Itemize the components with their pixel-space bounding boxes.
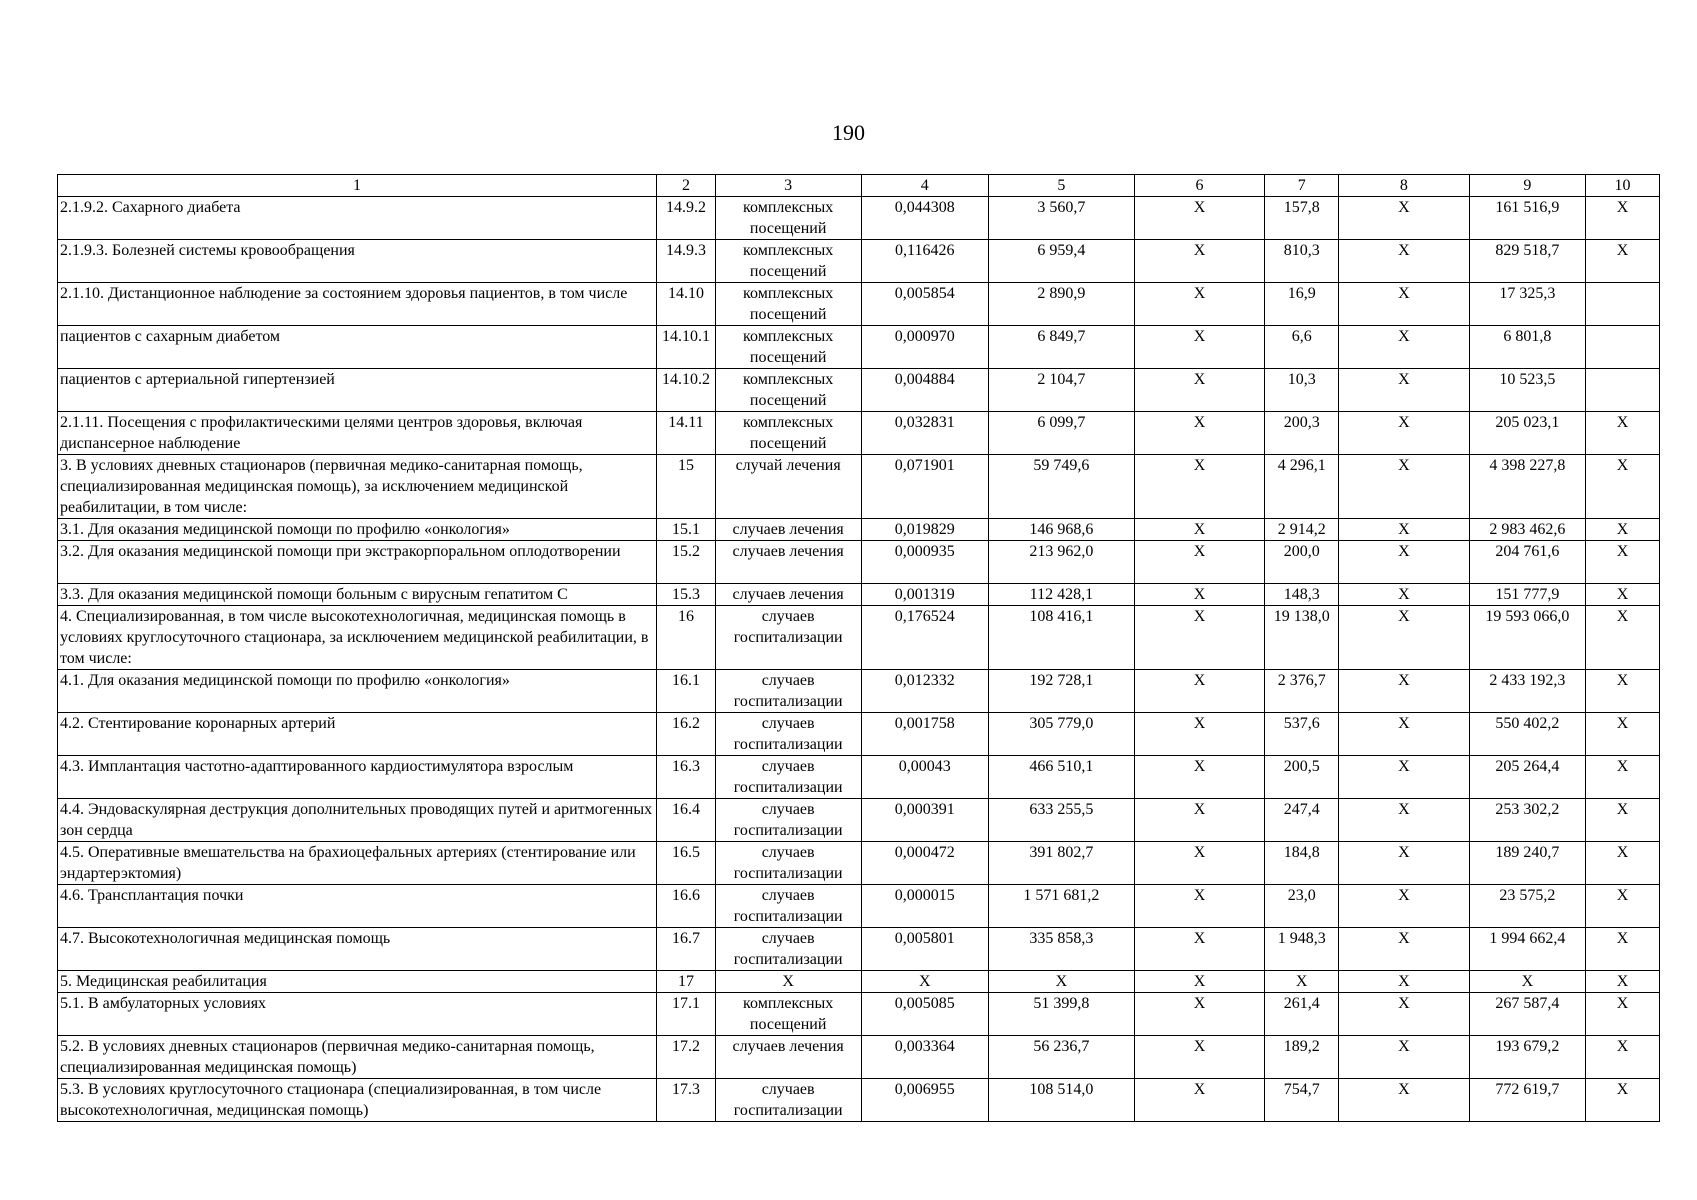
cell-value: Х <box>1586 928 1660 971</box>
cell-value: 0,000472 <box>861 842 989 885</box>
cell-unit: случаев лечения <box>715 519 861 541</box>
table-row <box>58 326 1660 369</box>
cell-unit: случаев госпитализации <box>715 670 861 713</box>
column-header: 9 <box>1469 175 1585 197</box>
column-header: 10 <box>1586 175 1660 197</box>
cell-value: 204 761,6 <box>1469 541 1585 584</box>
cell-value: Х <box>1134 756 1265 799</box>
cell-unit: случаев лечения <box>715 541 861 584</box>
cell-value: 16,9 <box>1265 283 1339 326</box>
cell-value: Х <box>1586 842 1660 885</box>
row-label: 5.2. В условиях дневных стационаров (первичная медико-санитарная помощь, специализированная медицинская помощь) <box>58 1036 657 1079</box>
row-label: 4.1. Для оказания медицинской помощи по профилю «онкология» <box>58 670 657 713</box>
cell-value: Х <box>1339 412 1470 455</box>
cell-code: 16.2 <box>657 713 716 756</box>
cell-unit: случаев госпитализации <box>715 799 861 842</box>
row-label: 3. В условиях дневных стационаров (первичная медико-санитарная помощь, специализированная медицинская помощь), за исключением медицинской реабилитации, в том числе: <box>58 455 657 519</box>
cell-value: 2 890,9 <box>989 283 1135 326</box>
table-row <box>58 197 1660 240</box>
cell-value: 247,4 <box>1265 799 1339 842</box>
table-row <box>58 455 1660 519</box>
cell-value: Х <box>1339 197 1470 240</box>
cell-value: 200,0 <box>1265 541 1339 584</box>
cell-value: 0,001758 <box>861 713 989 756</box>
cell-value: Х <box>1134 928 1265 971</box>
cell-value: 0,116426 <box>861 240 989 283</box>
cell-value: 633 255,5 <box>989 799 1135 842</box>
cell-value: Х <box>1339 541 1470 584</box>
cell-code: 14.10.1 <box>657 326 716 369</box>
cell-value: Х <box>1339 326 1470 369</box>
cell-code: 14.11 <box>657 412 716 455</box>
cell-value: 0,005801 <box>861 928 989 971</box>
cell-value: Х <box>1339 606 1470 670</box>
cell-code: 14.9.3 <box>657 240 716 283</box>
cell-value: Х <box>1339 369 1470 412</box>
cell-value: 2 983 462,6 <box>1469 519 1585 541</box>
cell-unit: случаев госпитализации <box>715 606 861 670</box>
cell-value: Х <box>1339 584 1470 606</box>
row-label: 3.1. Для оказания медицинской помощи по профилю «онкология» <box>58 519 657 541</box>
cell-value <box>1586 283 1660 326</box>
cell-value: 537,6 <box>1265 713 1339 756</box>
cell-value: 335 858,3 <box>989 928 1135 971</box>
table-row <box>58 756 1660 799</box>
cell-value: Х <box>1586 197 1660 240</box>
cell-value: 157,8 <box>1265 197 1339 240</box>
cell-value: 0,00043 <box>861 756 989 799</box>
table-row <box>58 670 1660 713</box>
cell-value: 112 428,1 <box>989 584 1135 606</box>
cell-value: 151 777,9 <box>1469 584 1585 606</box>
cell-value: 23 575,2 <box>1469 885 1585 928</box>
cell-code: 17 <box>657 971 716 993</box>
cell-value: 0,005854 <box>861 283 989 326</box>
cell-value: Х <box>1134 971 1265 993</box>
table-row <box>58 1036 1660 1079</box>
cell-unit: случаев госпитализации <box>715 928 861 971</box>
cell-value: 0,071901 <box>861 455 989 519</box>
cell-value: 6 099,7 <box>989 412 1135 455</box>
row-label: 4.2. Стентирование коронарных артерий <box>58 713 657 756</box>
cell-unit: случаев лечения <box>715 584 861 606</box>
cell-value: Х <box>1134 412 1265 455</box>
cell-value: 189 240,7 <box>1469 842 1585 885</box>
cell-value: 0,006955 <box>861 1079 989 1122</box>
cell-value: Х <box>1586 412 1660 455</box>
cell-value: Х <box>1339 713 1470 756</box>
cell-value: Х <box>1339 842 1470 885</box>
cell-code: 17.3 <box>657 1079 716 1122</box>
column-header: 1 <box>58 175 657 197</box>
cell-value: Х <box>1586 885 1660 928</box>
cell-value: Х <box>1339 519 1470 541</box>
cell-value: 754,7 <box>1265 1079 1339 1122</box>
cell-unit: случаев госпитализации <box>715 756 861 799</box>
table-row <box>58 713 1660 756</box>
cell-code: 16.3 <box>657 756 716 799</box>
cell-value: Х <box>1586 240 1660 283</box>
row-label: 5. Медицинская реабилитация <box>58 971 657 993</box>
cell-value: 253 302,2 <box>1469 799 1585 842</box>
cell-value: 0,012332 <box>861 670 989 713</box>
cell-value: Х <box>1339 670 1470 713</box>
column-header: 4 <box>861 175 989 197</box>
row-label: 3.2. Для оказания медицинской помощи при экстракорпоральном оплодотворении <box>58 541 657 584</box>
cell-value: 0,176524 <box>861 606 989 670</box>
table-row <box>58 412 1660 455</box>
cell-code: 16 <box>657 606 716 670</box>
column-header: 5 <box>989 175 1135 197</box>
cell-value: 0,003364 <box>861 1036 989 1079</box>
cell-value: 19 593 066,0 <box>1469 606 1585 670</box>
cell-unit: случай лечения <box>715 455 861 519</box>
cell-unit: комплексных посещений <box>715 197 861 240</box>
cell-value: Х <box>989 971 1135 993</box>
table-row <box>58 885 1660 928</box>
cell-value: Х <box>1586 799 1660 842</box>
cell-code: 16.6 <box>657 885 716 928</box>
cell-value: Х <box>1586 584 1660 606</box>
table-row <box>58 842 1660 885</box>
row-label: 4.7. Высокотехнологичная медицинская помощь <box>58 928 657 971</box>
cell-value: Х <box>1339 885 1470 928</box>
cell-code: 16.7 <box>657 928 716 971</box>
cell-value: 810,3 <box>1265 240 1339 283</box>
cell-value: 0,004884 <box>861 369 989 412</box>
cell-value: 193 679,2 <box>1469 1036 1585 1079</box>
cell-value: 772 619,7 <box>1469 1079 1585 1122</box>
cell-value: Х <box>1586 713 1660 756</box>
cell-code: 15.3 <box>657 584 716 606</box>
cell-value: Х <box>1339 1036 1470 1079</box>
table-row <box>58 541 1660 584</box>
cell-value: 200,3 <box>1265 412 1339 455</box>
cell-value: Х <box>1265 971 1339 993</box>
cell-value: Х <box>1339 455 1470 519</box>
page-number: 190 <box>832 120 865 145</box>
cell-value: Х <box>1134 455 1265 519</box>
cell-value: 213 962,0 <box>989 541 1135 584</box>
cell-value: Х <box>1134 1036 1265 1079</box>
cell-value: 192 728,1 <box>989 670 1135 713</box>
column-header: 6 <box>1134 175 1265 197</box>
row-label: 2.1.11. Посещения с профилактическими целями центров здоровья, включая диспансерное наблюдение <box>58 412 657 455</box>
cell-value: 2 433 192,3 <box>1469 670 1585 713</box>
cell-value: 0,005085 <box>861 993 989 1036</box>
cell-unit: Х <box>715 971 861 993</box>
cell-value: Х <box>1469 971 1585 993</box>
cell-unit: комплексных посещений <box>715 283 861 326</box>
cell-value <box>1586 369 1660 412</box>
table-row <box>58 799 1660 842</box>
cell-unit: комплексных посещений <box>715 369 861 412</box>
cell-code: 15.1 <box>657 519 716 541</box>
cell-value: Х <box>1339 971 1470 993</box>
header-row <box>58 175 1660 197</box>
cell-unit: случаев лечения <box>715 1036 861 1079</box>
cell-value: Х <box>1134 541 1265 584</box>
cell-value: Х <box>1134 799 1265 842</box>
row-label: 2.1.9.2. Сахарного диабета <box>58 197 657 240</box>
table-row <box>58 1079 1660 1122</box>
table-row <box>58 283 1660 326</box>
table-row <box>58 584 1660 606</box>
cell-value: 0,001319 <box>861 584 989 606</box>
cell-value: Х <box>1339 756 1470 799</box>
cell-unit: комплексных посещений <box>715 412 861 455</box>
cell-value: 205 264,4 <box>1469 756 1585 799</box>
cell-value: Х <box>1586 606 1660 670</box>
cell-value: 19 138,0 <box>1265 606 1339 670</box>
cell-value: Х <box>1134 519 1265 541</box>
cell-value: 0,032831 <box>861 412 989 455</box>
cell-value: 200,5 <box>1265 756 1339 799</box>
cell-value: Х <box>1134 993 1265 1036</box>
column-header: 3 <box>715 175 861 197</box>
cell-unit: случаев госпитализации <box>715 713 861 756</box>
cell-value: Х <box>1134 606 1265 670</box>
row-label: пациентов с сахарным диабетом <box>58 326 657 369</box>
cell-value: Х <box>1586 670 1660 713</box>
cell-value: Х <box>1134 197 1265 240</box>
cell-value: 6 849,7 <box>989 326 1135 369</box>
cell-value: 0,000015 <box>861 885 989 928</box>
cell-value: 391 802,7 <box>989 842 1135 885</box>
cell-value: Х <box>1586 519 1660 541</box>
row-label: пациентов с артериальной гипертензией <box>58 369 657 412</box>
row-label: 4.5. Оперативные вмешательства на брахиоцефальных артериях (стентирование или эндартерэктомия) <box>58 842 657 885</box>
cell-code: 14.10.2 <box>657 369 716 412</box>
cell-code: 17.1 <box>657 993 716 1036</box>
cell-unit: комплексных посещений <box>715 240 861 283</box>
cell-value: 1 571 681,2 <box>989 885 1135 928</box>
cell-value: Х <box>1134 885 1265 928</box>
cell-value: Х <box>1339 1079 1470 1122</box>
cell-value: 4 398 227,8 <box>1469 455 1585 519</box>
cell-value: 108 416,1 <box>989 606 1135 670</box>
table-row <box>58 606 1660 670</box>
cell-unit: случаев госпитализации <box>715 885 861 928</box>
cell-value: 10 523,5 <box>1469 369 1585 412</box>
cell-value: 261,4 <box>1265 993 1339 1036</box>
cell-value <box>1586 326 1660 369</box>
table-row <box>58 971 1660 993</box>
cell-value: Х <box>1134 283 1265 326</box>
table-row <box>58 928 1660 971</box>
cell-value: 10,3 <box>1265 369 1339 412</box>
cell-code: 16.4 <box>657 799 716 842</box>
row-label: 5.3. В условиях круглосуточного стационара (специализированная, в том числе высокотехнологичная, медицинская помощь) <box>58 1079 657 1122</box>
cell-value: 305 779,0 <box>989 713 1135 756</box>
cell-value: Х <box>1134 584 1265 606</box>
cell-value: 829 518,7 <box>1469 240 1585 283</box>
table-row <box>58 519 1660 541</box>
cell-code: 15 <box>657 455 716 519</box>
cell-value: 184,8 <box>1265 842 1339 885</box>
row-label: 4.3. Имплантация частотно-адаптированного кардиостимулятора взрослым <box>58 756 657 799</box>
cell-unit: случаев госпитализации <box>715 1079 861 1122</box>
column-header: 2 <box>657 175 716 197</box>
table-row <box>58 369 1660 412</box>
cell-value: 3 560,7 <box>989 197 1135 240</box>
cell-value: 2 104,7 <box>989 369 1135 412</box>
cell-unit: комплексных посещений <box>715 993 861 1036</box>
cell-value: Х <box>1134 1079 1265 1122</box>
cell-code: 15.2 <box>657 541 716 584</box>
cell-value: Х <box>1134 713 1265 756</box>
row-label: 4.4. Эндоваскулярная деструкция дополнительных проводящих путей и аритмогенных зон сердца <box>58 799 657 842</box>
row-label: 5.1. В амбулаторных условиях <box>58 993 657 1036</box>
row-label: 3.3. Для оказания медицинской помощи больным с вирусным гепатитом С <box>58 584 657 606</box>
cell-value: 1 994 662,4 <box>1469 928 1585 971</box>
cell-value: 51 399,8 <box>989 993 1135 1036</box>
cell-value: 17 325,3 <box>1469 283 1585 326</box>
cell-value: Х <box>1134 240 1265 283</box>
cell-value: 189,2 <box>1265 1036 1339 1079</box>
cell-value: Х <box>1339 928 1470 971</box>
cell-value: 6 801,8 <box>1469 326 1585 369</box>
cell-value: 0,044308 <box>861 197 989 240</box>
cell-value: Х <box>1134 369 1265 412</box>
row-label: 2.1.9.3. Болезней системы кровообращения <box>58 240 657 283</box>
cell-value: 0,019829 <box>861 519 989 541</box>
column-header: 8 <box>1339 175 1470 197</box>
cell-value: 2 376,7 <box>1265 670 1339 713</box>
cell-value: 2 914,2 <box>1265 519 1339 541</box>
cell-value: 0,000391 <box>861 799 989 842</box>
cell-code: 16.1 <box>657 670 716 713</box>
cell-code: 16.5 <box>657 842 716 885</box>
cell-value: 267 587,4 <box>1469 993 1585 1036</box>
cell-value: 56 236,7 <box>989 1036 1135 1079</box>
cell-value: Х <box>861 971 989 993</box>
cell-value: 0,000935 <box>861 541 989 584</box>
column-header: 7 <box>1265 175 1339 197</box>
cell-unit: комплексных посещений <box>715 326 861 369</box>
cell-value: 59 749,6 <box>989 455 1135 519</box>
cell-value: Х <box>1586 993 1660 1036</box>
cell-value: 1 948,3 <box>1265 928 1339 971</box>
cell-value: 0,000970 <box>861 326 989 369</box>
cell-unit: случаев госпитализации <box>715 842 861 885</box>
cell-code: 14.10 <box>657 283 716 326</box>
cell-value: 4 296,1 <box>1265 455 1339 519</box>
cell-value: 148,3 <box>1265 584 1339 606</box>
cell-code: 17.2 <box>657 1036 716 1079</box>
cell-value: Х <box>1339 283 1470 326</box>
cell-value: 146 968,6 <box>989 519 1135 541</box>
cell-value: Х <box>1134 842 1265 885</box>
table-row <box>58 993 1660 1036</box>
cell-value: 23,0 <box>1265 885 1339 928</box>
cell-value: Х <box>1586 541 1660 584</box>
cell-value: Х <box>1586 455 1660 519</box>
cell-value: Х <box>1134 326 1265 369</box>
cell-value: 550 402,2 <box>1469 713 1585 756</box>
cell-value: Х <box>1339 240 1470 283</box>
cell-value: Х <box>1586 1036 1660 1079</box>
row-label: 4.6. Трансплантация почки <box>58 885 657 928</box>
cell-value: 6,6 <box>1265 326 1339 369</box>
row-label: 4. Специализированная, в том числе высокотехнологичная, медицинская помощь в условиях круглосуточного стационара, за исключением медицинской реабилитации, в том числе: <box>58 606 657 670</box>
data-table <box>57 174 1660 1122</box>
cell-value: Х <box>1586 1079 1660 1122</box>
cell-value: Х <box>1134 670 1265 713</box>
cell-value: Х <box>1586 971 1660 993</box>
cell-value: 205 023,1 <box>1469 412 1585 455</box>
cell-value: 108 514,0 <box>989 1079 1135 1122</box>
cell-value: Х <box>1339 799 1470 842</box>
cell-code: 14.9.2 <box>657 197 716 240</box>
cell-value: Х <box>1586 756 1660 799</box>
row-label: 2.1.10. Дистанционное наблюдение за состоянием здоровья пациентов, в том числе <box>58 283 657 326</box>
cell-value: Х <box>1339 993 1470 1036</box>
table-row <box>58 240 1660 283</box>
cell-value: 161 516,9 <box>1469 197 1585 240</box>
cell-value: 466 510,1 <box>989 756 1135 799</box>
cell-value: 6 959,4 <box>989 240 1135 283</box>
